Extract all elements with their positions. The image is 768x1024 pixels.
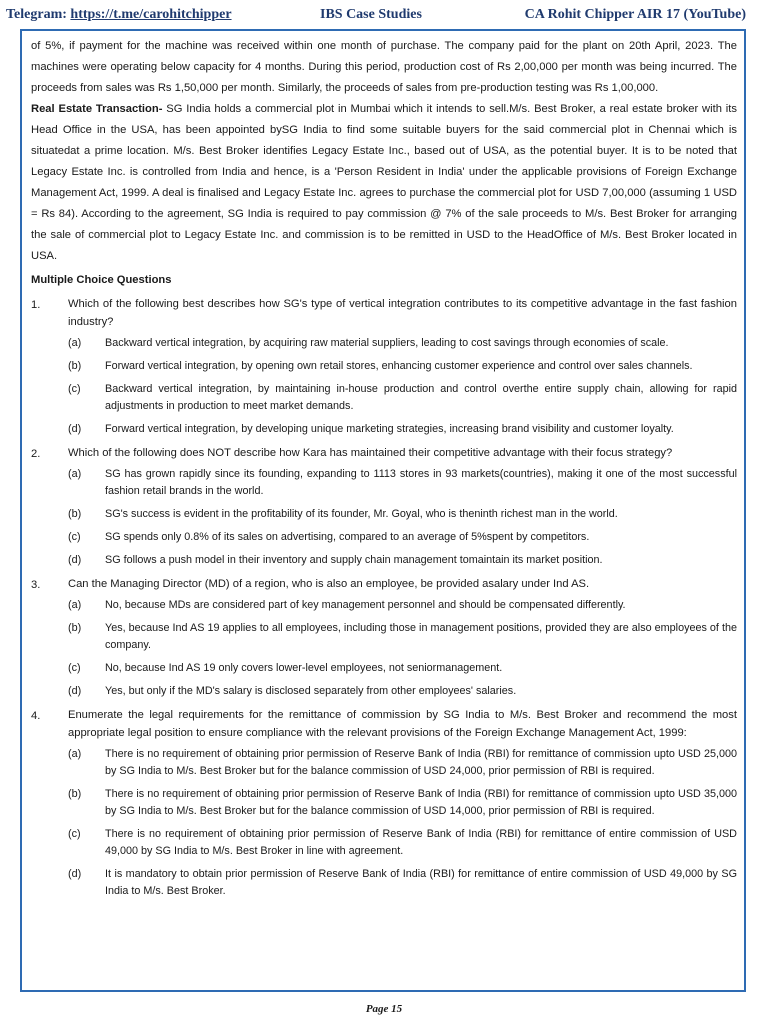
option-text: Backward vertical integration, by acquiring raw material suppliers, leading to cost savings through economies of scale.	[105, 337, 669, 349]
option-text: There is no requirement of obtaining prior permission of Reserve Bank of India (RBI) for remittance of entire commission of USD 49,000 by SG India to M/s. Best Broker in line with agreement.	[105, 828, 737, 857]
page-content	[31, 36, 737, 906]
option-text: No, because Ind AS 19 only covers lower-level employees, not seniormanagement.	[105, 662, 503, 674]
option-text: SG's success is evident in the profitability of its founder, Mr. Goyal, who is theninth richest man in the world.	[105, 508, 618, 520]
option-label: (b)	[68, 788, 82, 800]
option-4c	[68, 826, 737, 860]
option-4d	[68, 866, 737, 900]
option-label: (c)	[68, 662, 81, 674]
question-text: Enumerate the legal requirements for the remittance of commission by SG India to M/s. Best Broker and recommend the most appropriate legal position to ensure compliance with the relevant provisions of the Foreign Exchange Management Act, 1999:	[68, 709, 737, 739]
option-text: Backward vertical integration, by maintaining in-house production and control overthe entire supply chain, allowing for rapid adjustments in production to meet market demands.	[105, 383, 737, 412]
telegram-info	[6, 7, 232, 23]
option-4a	[68, 746, 737, 780]
option-text: Forward vertical integration, by opening own retail stores, enhancing customer experience and control over sales channels.	[105, 360, 693, 372]
question-4	[31, 706, 737, 746]
question-number: 4.	[31, 710, 41, 722]
header-title: IBS Case Studies	[320, 7, 422, 22]
question-3	[31, 575, 737, 597]
question-2	[31, 444, 737, 466]
question-number: 1.	[31, 299, 41, 311]
option-3c	[68, 660, 737, 677]
option-1a	[68, 335, 737, 352]
option-text: SG spends only 0.8% of its sales on advertising, compared to an average of 5%spent by competitors.	[105, 531, 590, 543]
option-label: (a)	[68, 337, 82, 349]
option-label: (b)	[68, 360, 82, 372]
option-label: (a)	[68, 748, 82, 760]
option-1d	[68, 421, 737, 438]
option-4b	[68, 786, 737, 820]
page-header	[0, 0, 768, 30]
option-text: SG follows a push model in their inventory and supply chain management tomaintain its market position.	[105, 554, 603, 566]
option-label: (a)	[68, 599, 82, 611]
question-1	[31, 295, 737, 335]
option-1b	[68, 358, 737, 375]
option-2b	[68, 506, 737, 523]
option-label: (d)	[68, 685, 82, 697]
option-label: (c)	[68, 828, 81, 840]
option-1c	[68, 381, 737, 415]
option-label: (d)	[68, 554, 82, 566]
option-text: No, because MDs are considered part of key management personnel and should be compensated differently.	[105, 599, 626, 611]
question-number: 3.	[31, 579, 41, 591]
option-label: (d)	[68, 423, 82, 435]
option-text: SG has grown rapidly since its founding, expanding to 1113 stores in 93 markets(countries), making it one of the most successful fashion retail brands in the world.	[105, 468, 737, 497]
option-text: Yes, but only if the MD's salary is disclosed separately from other employees' salaries.	[105, 685, 517, 697]
page-number: Page 15	[365, 1003, 403, 1015]
option-text: There is no requirement of obtaining prior permission of Reserve Bank of India (RBI) for remittance of commission upto USD 35,000 by SG India to M/s. Best Broker but for the balance commission of USD 14,000, prior permission of RBI is required.	[105, 788, 737, 817]
option-3a	[68, 597, 737, 614]
telegram-link[interactable]: https://t.me/carohitchipper	[70, 7, 232, 22]
option-2c	[68, 529, 737, 546]
option-2d	[68, 552, 737, 569]
option-3b	[68, 620, 737, 654]
option-text: Yes, because Ind AS 19 applies to all employees, including those in management positions, provided they are also employees of the company.	[105, 622, 737, 651]
question-list	[31, 295, 737, 900]
question-text: Which of the following does NOT describe how Kara has maintained their competitive advantage with their focus strategy?	[68, 447, 673, 459]
real-estate-heading: Real Estate Transaction-	[31, 103, 163, 115]
question-number: 2.	[31, 448, 41, 460]
mcq-heading: Multiple Choice Questions	[31, 274, 172, 286]
header-author: CA Rohit Chipper AIR 17 (YouTube)	[524, 7, 746, 22]
real-estate-text: SG India holds a commercial plot in Mumbai which it intends to sell.M/s. Best Broker, a real estate broker with its Head Office in the USA, has been appointed bySG India to find some suitable buyers for the said commercial plot in Chennai which is situatedat a prime location. M/s. Best Broker identifies Legacy Estate Inc., based out of USA, as the potential buyer. It is to be noted that Legacy Estate Inc. is controlled from India and hence, is a 'Person Resident in India' under the applicable provisions of Foreign Exchange Management Act, 1999. A deal is finalised and Legacy Estate Inc. agrees to purchase the commercial plot for USD 7,00,000 (assuming 1 USD = Rs 84). According to the agreement, SG India is required to pay commission @ 7% of the sale proceeds to M/s. Best Broker for arranging the sale of commercial plot to Legacy Estate Inc. and commission is to be remitted in USD to the HeadOffice of M/s. Best Broker located in USA.	[31, 103, 737, 262]
option-label: (c)	[68, 531, 81, 543]
intro-paragraph: of 5%, if payment for the machine was received within one month of purchase. The company paid for the plant on 20th April, 2023. The machines were operating below capacity for 4 months. During this period, production cost of Rs 2,00,000 per month was being incurred. The proceeds from sales was Rs 1,50,000 per month. Similarly, the proceeds of sales from pre-production testing was Rs 1,00,000.	[31, 40, 737, 94]
telegram-label: Telegram:	[6, 7, 67, 22]
option-label: (c)	[68, 383, 81, 395]
option-text: It is mandatory to obtain prior permission of Reserve Bank of India (RBI) for remittance of entire commission of USD 49,000 by SG India to M/s. Best Broker.	[105, 868, 737, 897]
option-label: (b)	[68, 622, 82, 634]
real-estate-paragraph	[31, 99, 737, 267]
option-text: Forward vertical integration, by developing unique marketing strategies, increasing brand visibility and customer loyalty.	[105, 423, 674, 435]
option-2a	[68, 466, 737, 500]
option-3d	[68, 683, 737, 700]
option-label: (d)	[68, 868, 82, 880]
option-label: (a)	[68, 468, 82, 480]
question-text: Which of the following best describes how SG's type of vertical integration contributes to its competitive advantage in the fast fashion industry?	[68, 298, 737, 328]
question-text: Can the Managing Director (MD) of a region, who is also an employee, be provided asalary under Ind AS.	[68, 578, 590, 590]
option-label: (b)	[68, 508, 82, 520]
option-text: There is no requirement of obtaining prior permission of Reserve Bank of India (RBI) for remittance of commission upto USD 25,000 by SG India to M/s. Best Broker but for the balance commission of USD 24,000, prior permission of RBI is required.	[105, 748, 737, 777]
